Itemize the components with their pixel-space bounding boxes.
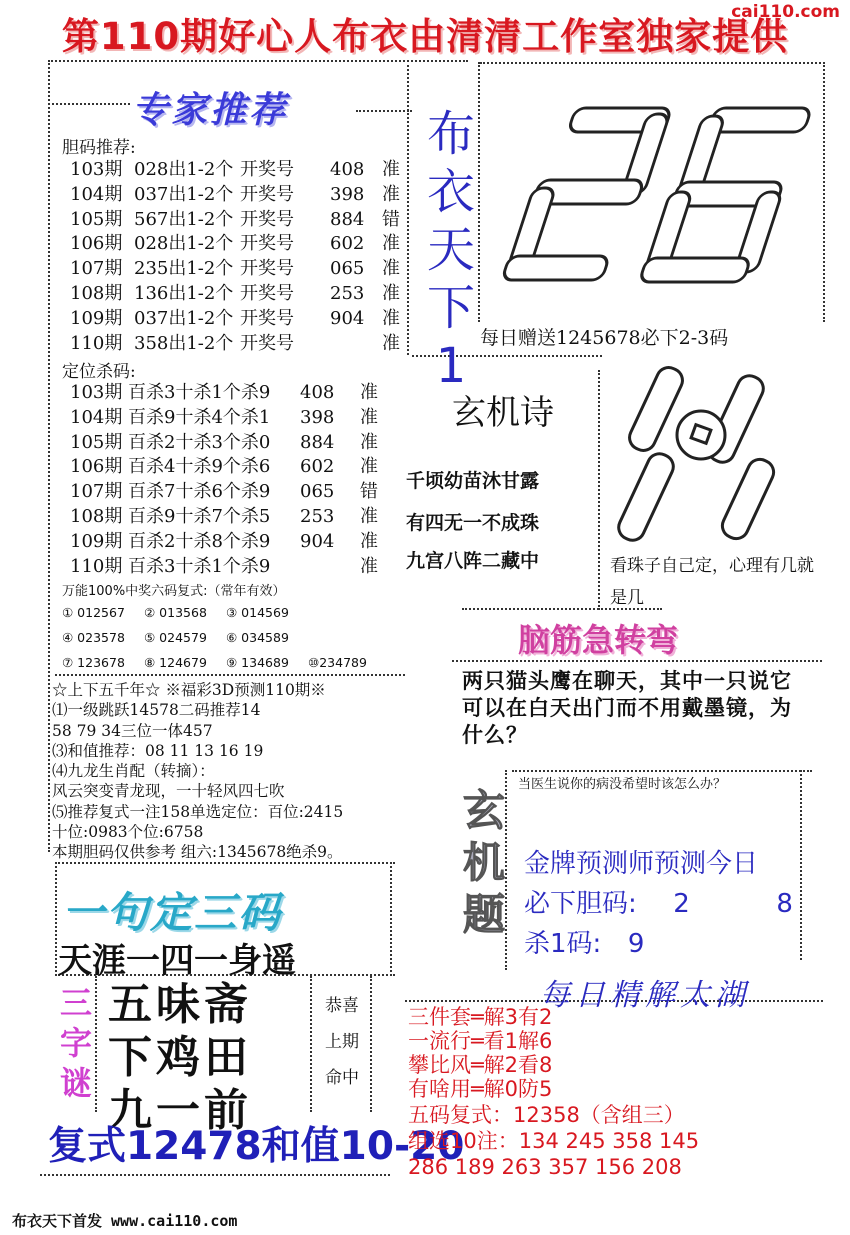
- combo-item: ⑧ 124679: [144, 655, 207, 670]
- taihu-line: 286 189 263 357 156 208: [408, 1155, 682, 1179]
- xuanji-ti-char: 玄: [462, 786, 505, 835]
- forecast-line: 58 79 34三位一体457: [52, 721, 213, 740]
- table-cell: 028出1-2个: [134, 233, 234, 255]
- divider: [48, 103, 130, 105]
- dingwei-row: [70, 406, 412, 431]
- expert-heading: 专家推荐: [132, 90, 289, 131]
- combo-item: ⑨ 134689: [226, 655, 289, 670]
- combo-item: ② 013568: [144, 605, 207, 620]
- table-cell: 105期: [70, 431, 123, 453]
- table-cell: 106期: [70, 456, 123, 478]
- brain-teaser-heading: 脑筋急转弯: [518, 621, 679, 659]
- table-cell: [300, 555, 360, 580]
- buyi-title: [420, 105, 482, 395]
- combo-item: ④ 023578: [62, 630, 125, 645]
- table-cell: 107期: [70, 258, 123, 280]
- danma-row: [70, 332, 400, 357]
- combo-row: [62, 625, 390, 650]
- xuanji-ti-label: [458, 785, 510, 941]
- taihu-heading: 每日精解太湖: [540, 978, 750, 1013]
- table-cell: 253: [300, 505, 335, 527]
- table-cell: 开奖号: [240, 233, 294, 255]
- table-cell: 开奖号: [240, 183, 294, 205]
- table-cell: 准: [382, 332, 400, 354]
- table-cell: 602: [330, 233, 365, 255]
- table-cell: 百杀9十杀7个杀5: [128, 505, 271, 527]
- beads-art: [605, 365, 820, 545]
- forecast-line: ⑴一级跳跃14578二码推荐14: [52, 701, 261, 720]
- combo-list: [62, 600, 390, 675]
- sanzimi-char: 字: [59, 1024, 92, 1062]
- danma-row: [70, 282, 400, 307]
- dingwei-row: [70, 381, 412, 406]
- taihu-line: 五码复式：12358（含组三）: [408, 1103, 685, 1127]
- buyi-char: 1: [435, 338, 467, 394]
- table-cell: 103期: [70, 159, 123, 180]
- brain-teaser-question: 两只猫头鹰在聊天，其中一只说它可以在白天出门而不用戴墨镜，为什么？: [462, 669, 792, 747]
- table-cell: 110期: [70, 332, 123, 354]
- table-cell: 398: [300, 406, 335, 428]
- divider: [390, 862, 392, 972]
- table-cell: 百杀7十杀6个杀9: [128, 481, 271, 503]
- table-cell: 准: [382, 282, 400, 304]
- divider: [48, 60, 468, 62]
- table-cell: 准: [360, 431, 378, 453]
- combo-item: ⑩234789: [308, 655, 367, 670]
- table-cell: 准: [382, 159, 400, 180]
- table-cell: 104期: [70, 183, 123, 205]
- danma-title: 胆码推荐:: [62, 138, 136, 158]
- divider: [55, 862, 57, 972]
- table-cell: 准: [382, 307, 400, 329]
- table-cell: 百杀2十杀8个杀9: [128, 530, 271, 552]
- congrats-line: 恭喜: [325, 996, 359, 1016]
- divider: [512, 770, 812, 772]
- buyi-char: 布: [426, 106, 475, 162]
- xuanji-poem-heading: 玄机诗: [452, 393, 554, 433]
- table-cell: 104期: [70, 406, 123, 428]
- taihu-line: 一流行═看1解6: [408, 1029, 553, 1053]
- table-cell: 百杀9十杀4个杀1: [128, 406, 271, 428]
- must-line: [524, 883, 793, 920]
- xuanji-ti-char: 题: [462, 890, 505, 939]
- table-cell: 105期: [70, 208, 123, 230]
- divider: [356, 110, 412, 112]
- table-cell: 开奖号: [240, 307, 294, 329]
- dingwei-row: [70, 505, 412, 530]
- congrats-box: [312, 988, 372, 1096]
- beads-note: 看珠子自己定，心理有几就是几: [610, 556, 814, 608]
- sanzimi-label: [56, 983, 96, 1103]
- taihu-line: 有啥用═解0防5: [408, 1077, 553, 1101]
- table-cell: 398: [330, 183, 365, 205]
- dingwei-table: [70, 381, 412, 579]
- table-cell: 错: [360, 481, 378, 503]
- gift-line: 每日赠送1245678必下2-3码: [480, 327, 729, 349]
- table-cell: 准: [360, 555, 378, 577]
- poem-line: 千顷幼苗沐甘露: [406, 470, 540, 492]
- table-cell: 开奖号: [240, 332, 294, 354]
- table-cell: 百杀4十杀9个杀6: [128, 456, 271, 478]
- table-cell: 037出1-2个: [134, 307, 234, 329]
- congrats-line: 上期: [325, 1032, 359, 1052]
- footer-text[interactable]: 布衣天下首发 www.cai110.com: [12, 1212, 238, 1230]
- table-cell: 开奖号: [240, 282, 294, 304]
- table-cell: 108期: [70, 505, 123, 527]
- gold-title: 金牌预测师预测今日: [524, 849, 759, 879]
- table-cell: 准: [360, 406, 378, 428]
- combo-row: [62, 650, 390, 675]
- site-watermark[interactable]: cai110.com: [731, 2, 840, 22]
- table-cell: 103期: [70, 382, 123, 403]
- table-cell: 028出1-2个: [134, 159, 234, 180]
- xuanji-ti-char: 机: [462, 838, 505, 887]
- kill-label: 杀1码:: [524, 929, 602, 959]
- forecast-line: 十位:0983个位:6758: [52, 823, 204, 842]
- buyi-char: 天: [426, 222, 475, 278]
- riddle-word: 下鸡田: [108, 1032, 252, 1083]
- table-cell: 235出1-2个: [134, 258, 234, 280]
- forecast-line: ⑶和值推荐：08 11 13 16 19: [52, 741, 264, 760]
- buyi-char: 下: [426, 280, 475, 336]
- table-cell: 开奖号: [240, 208, 294, 230]
- taihu-line: 组选10注：134 245 358 145: [408, 1129, 700, 1153]
- table-cell: 准: [360, 382, 378, 403]
- table-cell: 904: [330, 307, 365, 329]
- dingwei-row: [70, 555, 412, 580]
- divider: [48, 60, 50, 852]
- table-cell: 253: [330, 282, 365, 304]
- dingwei-title: 定位杀码:: [62, 362, 136, 382]
- table-cell: 358出1-2个: [134, 332, 234, 354]
- table-cell: 错: [382, 208, 400, 230]
- forecast-line: 本期胆码仅供参考 组六:1345678绝杀9。: [52, 843, 343, 862]
- combo-item: ③ 014569: [226, 605, 289, 620]
- table-cell: 107期: [70, 481, 123, 503]
- table-cell: 109期: [70, 307, 123, 329]
- danma-table: [70, 158, 400, 356]
- danma-row: [70, 307, 400, 332]
- danma-row: [70, 208, 400, 233]
- combo-item: ⑥ 034589: [226, 630, 289, 645]
- yiju-phrase: 天涯一四一身遥: [58, 941, 296, 981]
- dingwei-row: [70, 530, 412, 555]
- forecast-line: 风云突变青龙现，一十轻风四七吹: [52, 782, 285, 801]
- danma-row: [70, 232, 400, 257]
- forecast-line: ☆上下五千年☆ ※福彩3D预测110期※: [52, 681, 326, 699]
- table-cell: [330, 332, 382, 357]
- table-cell: 106期: [70, 233, 123, 255]
- combo-title: 万能100%中奖六码复式:（常年有效）: [62, 584, 286, 599]
- table-cell: 准: [382, 233, 400, 255]
- combo-row: [62, 600, 390, 625]
- poem-line: 九宫八阵二藏中: [406, 550, 540, 572]
- table-cell: 准: [360, 530, 378, 552]
- table-cell: 110期: [70, 555, 123, 577]
- poem-line: 有四无一不成珠: [406, 512, 540, 534]
- forecast-block: [52, 680, 343, 863]
- dingwei-row: [70, 480, 412, 505]
- combo-item: ① 012567: [62, 605, 125, 620]
- must-value-a: 2: [673, 889, 690, 919]
- number-art-26: [490, 70, 820, 315]
- table-cell: 百杀3十杀1个杀9: [128, 382, 271, 403]
- kill-line: [524, 923, 644, 960]
- page-title: 第110期好心人布衣由清清工作室独家提供: [61, 15, 789, 58]
- table-cell: 602: [300, 456, 335, 478]
- table-cell: 884: [300, 431, 335, 453]
- table-cell: 408: [300, 382, 335, 403]
- table-cell: 准: [360, 456, 378, 478]
- divider: [800, 770, 802, 960]
- table-cell: 准: [360, 505, 378, 527]
- dingwei-row: [70, 455, 412, 480]
- taihu-line: 三件套═解3有2: [408, 1005, 553, 1029]
- table-cell: 108期: [70, 282, 123, 304]
- kill-value: 9: [627, 929, 645, 959]
- congrats-line: 命中: [325, 1068, 359, 1088]
- table-cell: 884: [330, 208, 365, 230]
- sanzimi-char: 谜: [59, 1064, 92, 1102]
- table-cell: 408: [330, 159, 365, 180]
- taihu-line: 攀比风═解2看8: [408, 1053, 553, 1077]
- table-cell: 904: [300, 530, 335, 552]
- table-cell: 037出1-2个: [134, 183, 234, 205]
- divider: [480, 62, 825, 64]
- table-cell: 567出1-2个: [134, 208, 234, 230]
- table-cell: 109期: [70, 530, 123, 552]
- table-cell: 065: [330, 258, 365, 280]
- fushi-line: 复式12478和值10-20: [48, 1124, 465, 1169]
- danma-row: [70, 257, 400, 282]
- forecast-line: ⑷九龙生肖配（转摘）：: [52, 762, 215, 781]
- riddle-word: 五味斋: [108, 979, 252, 1030]
- buyi-char: 衣: [426, 164, 475, 220]
- yiju-heading: 一句定三码: [62, 888, 283, 937]
- must-value-b: 8: [776, 889, 793, 919]
- danma-row: [70, 158, 400, 183]
- table-cell: 百杀3十杀1个杀9: [128, 555, 271, 577]
- table-cell: 065: [300, 481, 335, 503]
- dingwei-row: [70, 431, 412, 456]
- table-cell: 百杀2十杀3个杀0: [128, 431, 271, 453]
- riddle-word: 九一前: [108, 1085, 252, 1136]
- divider: [598, 370, 600, 610]
- combo-item: ⑦ 123678: [62, 655, 125, 670]
- sanzimi-char: 三: [59, 984, 92, 1022]
- combo-item: ⑤ 024579: [144, 630, 207, 645]
- table-cell: 准: [382, 183, 400, 205]
- table-cell: 开奖号: [240, 258, 294, 280]
- danma-row: [70, 183, 400, 208]
- xuanji-ti-question: 当医生说你的病没希望时该怎么办？: [518, 777, 727, 792]
- riddle-words: [108, 978, 252, 1137]
- must-label: 必下胆码:: [524, 889, 637, 919]
- forecast-line: ⑸推荐复式一注158单选定位：百位:2415: [52, 802, 344, 821]
- divider: [407, 60, 409, 355]
- table-cell: 开奖号: [240, 159, 294, 180]
- divider: [823, 62, 825, 322]
- table-cell: 准: [382, 258, 400, 280]
- table-cell: 136出1-2个: [134, 282, 234, 304]
- divider: [40, 1174, 390, 1176]
